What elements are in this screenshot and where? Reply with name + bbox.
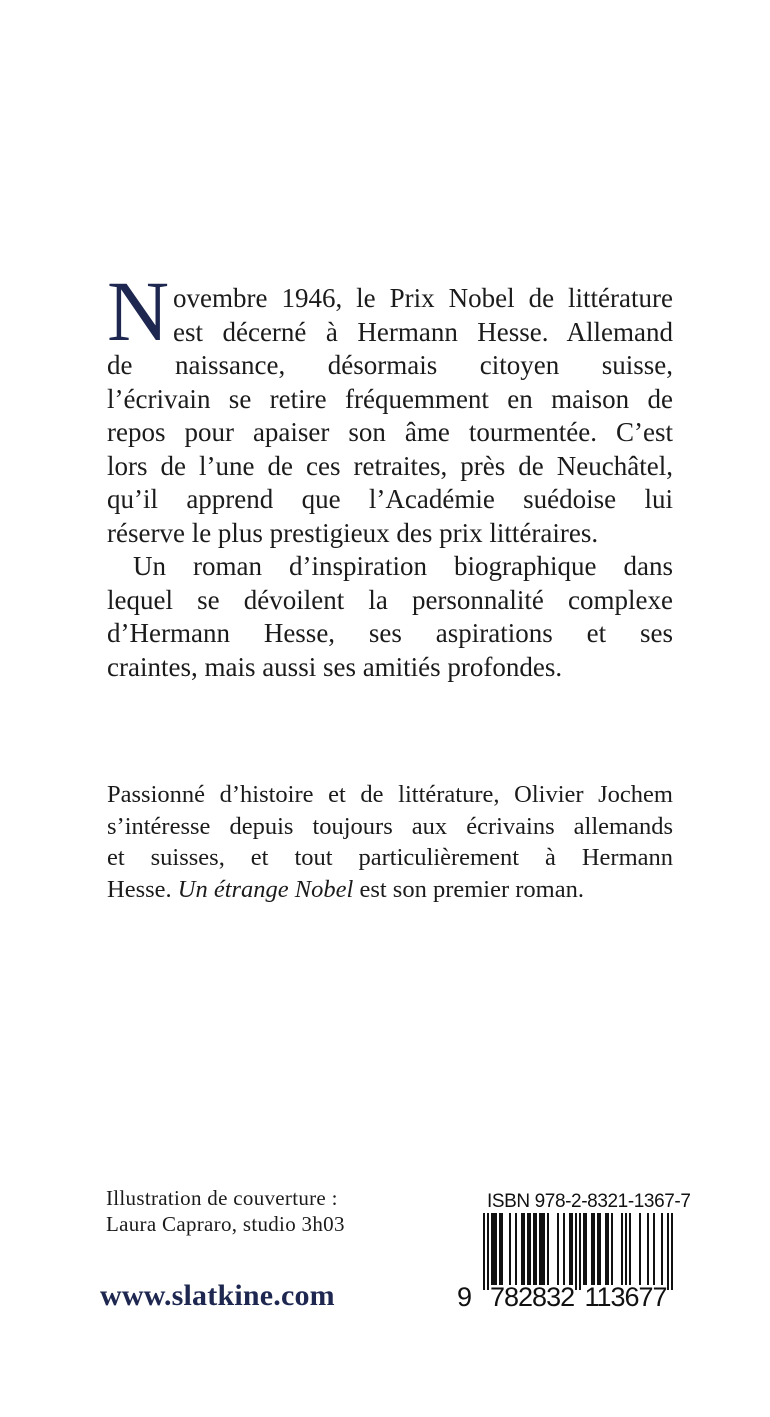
barcode-digit-left: 9: [457, 1282, 472, 1312]
text-line: l’écrivain se retire fréquemment en maison de: [107, 383, 673, 414]
text-line: Hesse. Un étrange Nobel est son premier roman.: [107, 875, 584, 903]
text-line: repos pour apaiser son âme tourmentée. C’est: [107, 417, 673, 447]
text-line: est décerné à Hermann Hesse. Allemand: [173, 316, 673, 347]
text-line: lequel se dévoilent la personnalité complexe: [107, 584, 673, 615]
text-line: réserve le plus prestigieux des prix littéraires.: [107, 517, 599, 548]
cover-credit: [106, 1186, 426, 1237]
ean-barcode: [457, 1213, 673, 1312]
drop-cap: N: [107, 263, 170, 359]
publisher-website: www.slatkine.com: [100, 1279, 335, 1312]
synopsis-text: [107, 263, 673, 684]
text-line: Un roman d’inspiration biographique dans: [133, 551, 673, 581]
barcode-digits-group1: 782832: [490, 1282, 575, 1312]
text-line: d’Hermann Hesse, ses aspirations et ses: [107, 618, 673, 648]
paragraph-1: [107, 263, 673, 550]
text-line: et suisses, et tout particulièrement à Hermann: [107, 844, 673, 871]
text-line: Passionné d’histoire et de littérature, Olivier Jochem: [107, 781, 673, 808]
author-bio: [107, 779, 673, 905]
text-line: s’intéresse depuis toujours aux écrivains allemands: [107, 812, 673, 840]
text-line: craintes, mais aussi ses amitiés profondes.: [107, 651, 563, 682]
credit-line-2: Laura Capraro, studio 3h03: [106, 1211, 345, 1236]
credit-line-1: Illustration de couverture :: [106, 1186, 338, 1210]
text-line: lors de l’une de ces retraites, près de Neuchâtel,: [107, 450, 673, 481]
barcode-digits-group2: 113677: [584, 1282, 667, 1312]
paragraph-2: [107, 550, 673, 684]
text-line: de naissance, désormais citoyen suisse,: [107, 350, 673, 380]
bio-paragraph: [107, 779, 673, 905]
isbn-label: ISBN 978-2-8321-1367-7: [487, 1191, 691, 1212]
text-line: ovembre 1946, le Prix Nobel de littérature: [173, 283, 673, 313]
text-line: qu’il apprend que l’Académie suédoise lui: [107, 484, 673, 514]
